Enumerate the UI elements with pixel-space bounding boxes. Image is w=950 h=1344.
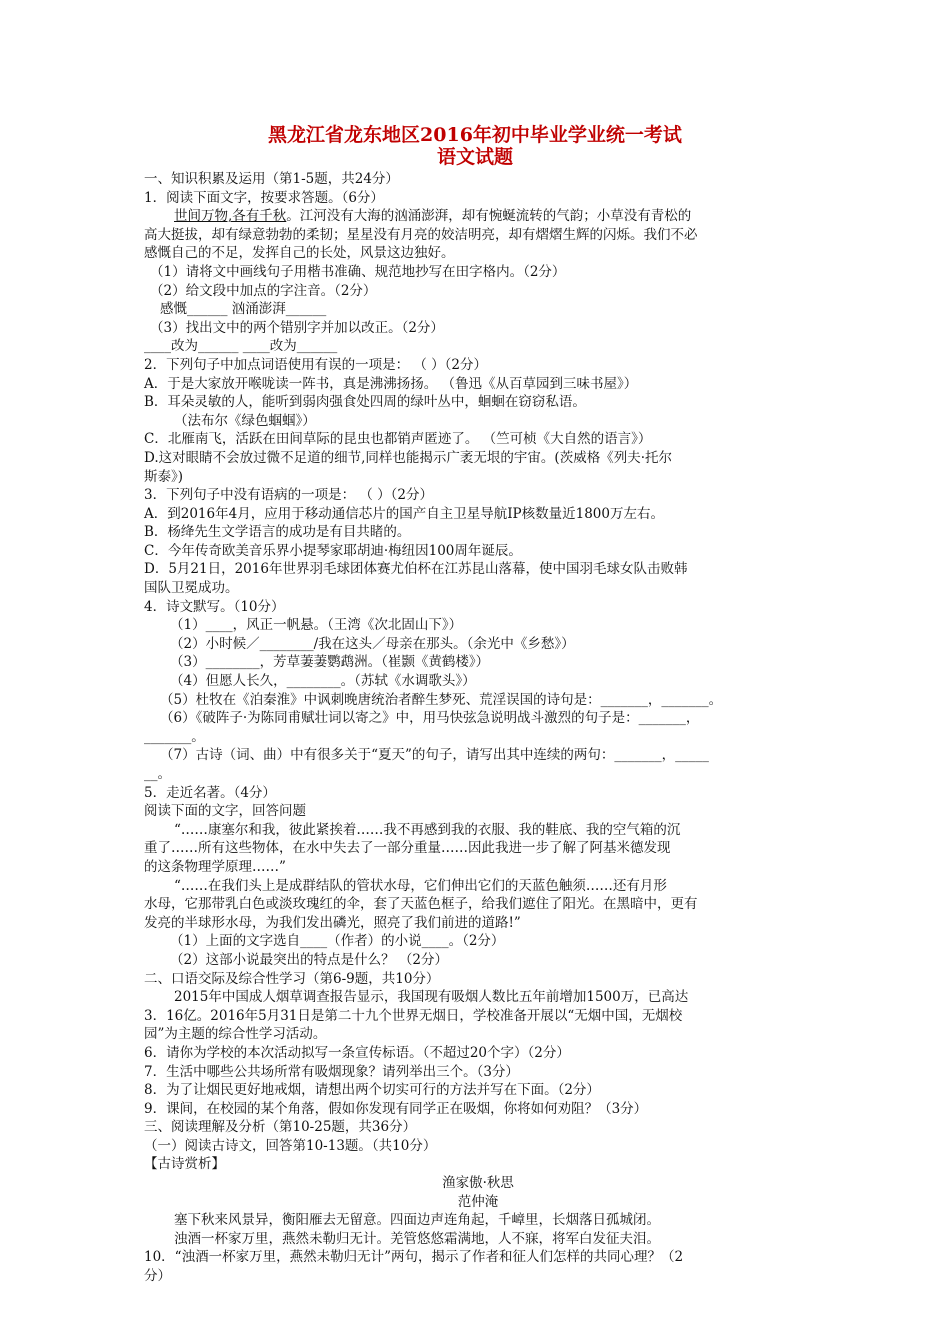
poem-item-cont: _______。 [144,728,205,745]
sub-question: （2）给文段中加点的字注音。（2分） [150,282,377,299]
question-5: 5．走近名著。（4分） [144,784,276,801]
material-line: 3．16亿。2016年5月31日是第二十九个世界无烟日，学校准备开展以“无烟中国，无烟校 [144,1007,683,1024]
question-3: 3．下列句子中没有语病的一项是： （ ）（2分） [144,487,434,504]
passage-line: 感慨自己的不足，发挥自己的长处，风景这边独好。 [144,245,455,262]
material-line: 园”为主题的综合性学习活动。 [144,1026,327,1043]
option-a: A．于是大家放开喉咙读一阵书，真是沸沸扬扬。 （鲁迅《从百草园到三味书屋》） [144,375,638,392]
question-9: 9．课间，在校园的某个角落，假如你发现有同学正在吸烟，你将如何劝阻？（3分） [144,1100,648,1117]
sub-question: （2）这部小说最突出的特点是什么？ （2分） [170,951,448,968]
section-heading: 二、口语交际及综合性学习（第6-9题，共10分） [144,970,440,987]
section-heading: 一、知识积累及运用（第1-5题，共24分） [144,171,399,187]
exam-body [144,170,812,1286]
poem-line: 塞下秋来风景异，衡阳雁去无留意。四面边声连角起，千嶂里，长烟落日孤城闭。 [174,1212,660,1229]
option-d-cont: 斯泰》) [144,468,184,485]
passage-line: 高大挺拔，却有绿意勃勃的柔韧；星星没有月亮的姣洁明亮，却有熠熠生辉的闪烁。我们不必 [144,226,698,243]
question-10: 10．“浊酒一杯家万里，燕然未勒归无计”两句，揭示了作者和征人们怎样的共同心理？（2 [144,1249,684,1266]
excerpt-line: 的这条物理学原理……” [144,858,286,875]
answer-blanks: ____改为______ ____改为______ [144,338,338,355]
poem-title: 渔家傲·秋思 [442,1175,514,1192]
question-8: 8．为了让烟民更好地戒烟，请想出两个切实可行的方法并写在下面。（2分） [144,1082,600,1099]
poem-item: （7）古诗（词、曲）中有很多关于“夏天”的句子，请写出其中连续的两句：_______，_____ [160,747,709,764]
option-d: D．5月21日，2016年世界羽毛球团体赛尤伯杯在江苏昆山落幕，使中国羽毛球女队击败韩 [144,561,688,578]
poem-item: （1）____，风正一帆悬。（王湾《次北固山下》） [170,617,463,634]
poem-item: （6）《破阵子·为陈同甫赋壮词以寄之》中，用马快弦急说明战斗激烈的句子是：_______， [160,710,700,727]
passage-line: 世间万物,各有千秋。江河没有大海的汹涌澎湃，却有惋蜒流转的气韵；小草没有青松的 [174,208,692,225]
question-7: 7．生活中哪些公共场所常有吸烟现象？请列举出三个。（3分） [144,1063,519,1080]
excerpt-line: 重了……所有这些物体，在水中失去了一部分重量……因此我进一步了解了阿基米德发现 [144,840,671,857]
excerpt-line: 水母，它那带乳白色或淡玫瑰红的伞，套了天蓝色框子，给我们遮住了阳光。在黑暗中，更有 [144,896,698,913]
part-heading: （一）阅读古诗文，回答第10-13题。（共10分） [144,1137,437,1154]
answer-blanks: 感慨______ 汹涌澎湃______ [160,301,327,318]
excerpt-line: “……康塞尔和我，彼此紧挨着……我不再感到我的衣服、我的鞋底、我的空气箱的沉 [174,821,681,838]
excerpt-line: “……在我们头上是成群结队的管状水母，它们伸出它们的天蓝色触须……还有月形 [174,877,667,894]
poem-item: （2）小时候／________/我在这头／母亲在那头。（余光中《乡愁》） [170,635,575,652]
poem-item-cont: __。 [144,766,171,782]
sub-question: （1）请将文中画线句子用楷书准确、规范地抄写在田字格内。（2分） [150,263,566,280]
question-1: 1．阅读下面文字，按要求答题。（6分） [144,189,384,206]
poem-item: （5）杜牧在《泊秦淮》中讽刺晚唐统治者醉生梦死、荒淫误国的诗句是：_______，_______。 [160,691,723,708]
poem-line: 浊酒一杯家万里，燕然未勒归无计。羌管悠悠霜满地，人不寐，将军白发征夫泪。 [174,1230,660,1247]
exam-title: 黑龙江省龙东地区2016年初中毕业学业统一考试 [268,124,682,146]
option-a: A．到2016年4月，应用于移动通信芯片的国产自主卫星导航IP核数量近1800万左右。 [144,505,664,522]
sub-question: （3）找出文中的两个错别字并加以改正。（2分） [150,319,444,336]
question-4: 4．诗文默写。（10分） [144,598,285,615]
option-d-cont: 国队卫冕成功。 [144,580,239,597]
label: 【古诗赏析】 [144,1156,225,1173]
option-c: C．今年传奇欧美音乐界小提琴家耶胡迪·梅纽因100周年诞辰。 [144,542,522,559]
poem-author: 范仲淹 [457,1193,499,1210]
exam-subtitle: 语文试题 [436,146,513,168]
poem-item: （4）但愿人长久，________。（苏轼《水调歌头》） [170,673,476,690]
material-line: 2015年中国成人烟草调查报告显示，我国现有吸烟人数比五年前增加1500万，已高达 [174,989,689,1006]
underlined-sentence: 世间万物,各有千秋 [174,208,287,225]
option-b-source: （法布尔《绿色蝈蝈》） [174,412,316,429]
option-b: B．耳朵灵敏的人，能听到弱肉强食处四周的绿叶丛中，蛔蛔在窃窃私语。 [144,394,586,411]
sub-question: （1）上面的文字选自____（作者）的小说____。（2分） [170,933,505,950]
option-d: D.这对眼睛不会放过微不足道的细节,同样也能揭示广袤无垠的宇宙。(茨威格《列夫·托尔 [144,449,672,466]
question-10-cont: 分） [144,1268,171,1285]
excerpt-line: 发亮的半球形水母，为我们发出磷光，照亮了我们前进的道路!” [144,914,521,931]
section-heading: 三、阅读理解及分析（第10-25题，共36分） [144,1119,417,1136]
instruction: 阅读下面的文字，回答问题 [144,803,306,820]
question-2: 2．下列句子中加点词语使用有误的一项是： （ ）（2分） [144,356,488,373]
question-6: 6．请你为学校的本次活动拟写一条宣传标语。（不超过20个字）（2分） [144,1044,570,1061]
poem-item: （3）________，芳草萋萋鹦鹉洲。（崔颢《黄鹤楼》） [170,654,490,671]
option-c: C．北雁南飞，活跃在田间草际的昆虫也都销声匿迹了。 （竺可桢《大自然的语言》） [144,431,652,448]
option-b: B．杨绛先生文学语言的成功是有目共睹的。 [144,524,411,541]
